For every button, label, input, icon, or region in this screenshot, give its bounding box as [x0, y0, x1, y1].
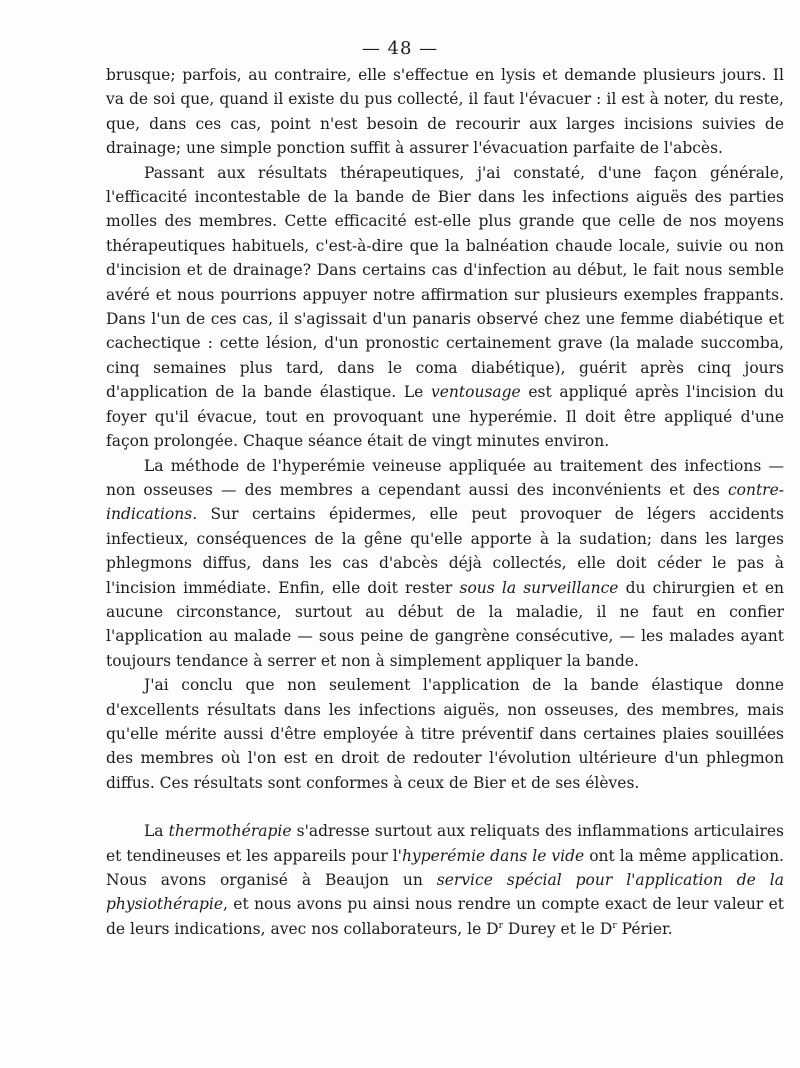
paragraph [106, 454, 784, 674]
text-run: est appliqué après l'incision du foyer qu'il évacue, tout en provoquant une hyperémie. Il doit être appliqué d'une façon prolongée. Chaque séance était de vingt minutes environ. [106, 383, 785, 451]
page-number: — 48 — [361, 38, 439, 59]
italic-text: sous la surveillance [459, 578, 619, 597]
italic-text: hyperémie dans le vide [401, 846, 585, 865]
text-run: Durey et le D [502, 919, 613, 938]
superscript: r [498, 920, 503, 931]
paragraph [106, 819, 784, 941]
text-run: La méthode de l'hyperémie veineuse appliquée au traitement des infections — non osseuses — des membres a cependant aussi des inconvénients et des [106, 456, 784, 499]
italic-text: ventousage [430, 383, 521, 402]
text-run: . Sur certains épidermes, elle peut provoquer de légers accidents infectieux, conséquences de la gêne qu'elle apporte à la sudation; dans les larges phlegmons diffus, dans les cas d'abcès déjà collectés, elle doit céder le pas à l'incision immédiate. Enfin, elle doit rester [106, 505, 784, 597]
text-run: Périer. [616, 919, 673, 938]
body-text [106, 63, 784, 941]
italic-text: thermothérapie [168, 822, 292, 841]
text-run: J'ai conclu que non seulement l'application de la bande élastique donne d'excellents résultats dans les infections aiguës, non osseuses, des membres, mais qu'elle mérite aussi d'être employée à titre préventif dans certaines plaies souillées des membres où l'on est en droit de redouter l'évolution ultérieure d'un phlegmon diffus. Ces résultats sont conformes à ceux de Bier et de ses élèves. [106, 676, 784, 792]
text-run: ont la même application. Nous avons organisé à Beaujon un [106, 846, 784, 889]
text-run: brusque; parfois, au contraire, elle s'effectue en lysis et demande plusieurs jours. Il va de soi que, quand il existe du pus collecté, il faut l'évacuer : il est à noter, du reste, que, dans ces cas, point n'est besoin de recourir aux larges incisions suivies de drainage; une simple ponction suffit à assurer l'évacuation parfaite de l'abcès. [106, 66, 784, 158]
text-run: du chirurgien et en aucune circonstance, surtout au début de la maladie, il ne faut en confier l'application au malade — sous peine de gangrène consécutive, — les malades ayant toujours tendance à serrer et non à simplement appliquer la bande. [106, 578, 784, 670]
text-run: , et nous avons pu ainsi nous rendre un compte exact de leur valeur et de leurs indications, avec nos collaborateurs, le D [106, 895, 784, 938]
paragraph [106, 63, 784, 161]
text-run: s'adresse surtout aux reliquats des inflammations articulaires et tendineuses et les appareils pour l' [106, 822, 784, 865]
italic-text: service spécial pour l'application de la physiothérapie [106, 871, 784, 914]
superscript: r [612, 920, 617, 931]
text-run: Passant aux résultats thérapeutiques, j'ai constaté, d'une façon générale, l'efficacité incontestable de la bande de Bier dans les infections aiguës des parties molles des membres. Cette efficacité est-elle plus grande que celle de nos moyens thérapeutiques habituels, c'est-à-dire que la balnéation chaude locale, suivie ou non d'incision et de drainage? Dans certains cas d'infection au début, le fait nous semble avéré et nous pourrions appuyer notre affirmation sur plusieurs exemples frappants. Dans l'un de ces cas, il s'agissait d'un panaris observé chez une femme diabétique et cachectique : cette lésion, d'un pronostic certainement grave (la malade succomba, cinq semaines plus tard, dans le coma diabétique), guérit après cinq jours d'application de la bande élastique. Le [106, 163, 784, 402]
paragraph [106, 673, 784, 795]
paragraph [106, 161, 784, 454]
italic-text: contre-indications [106, 480, 784, 524]
text-run: La [144, 822, 169, 841]
